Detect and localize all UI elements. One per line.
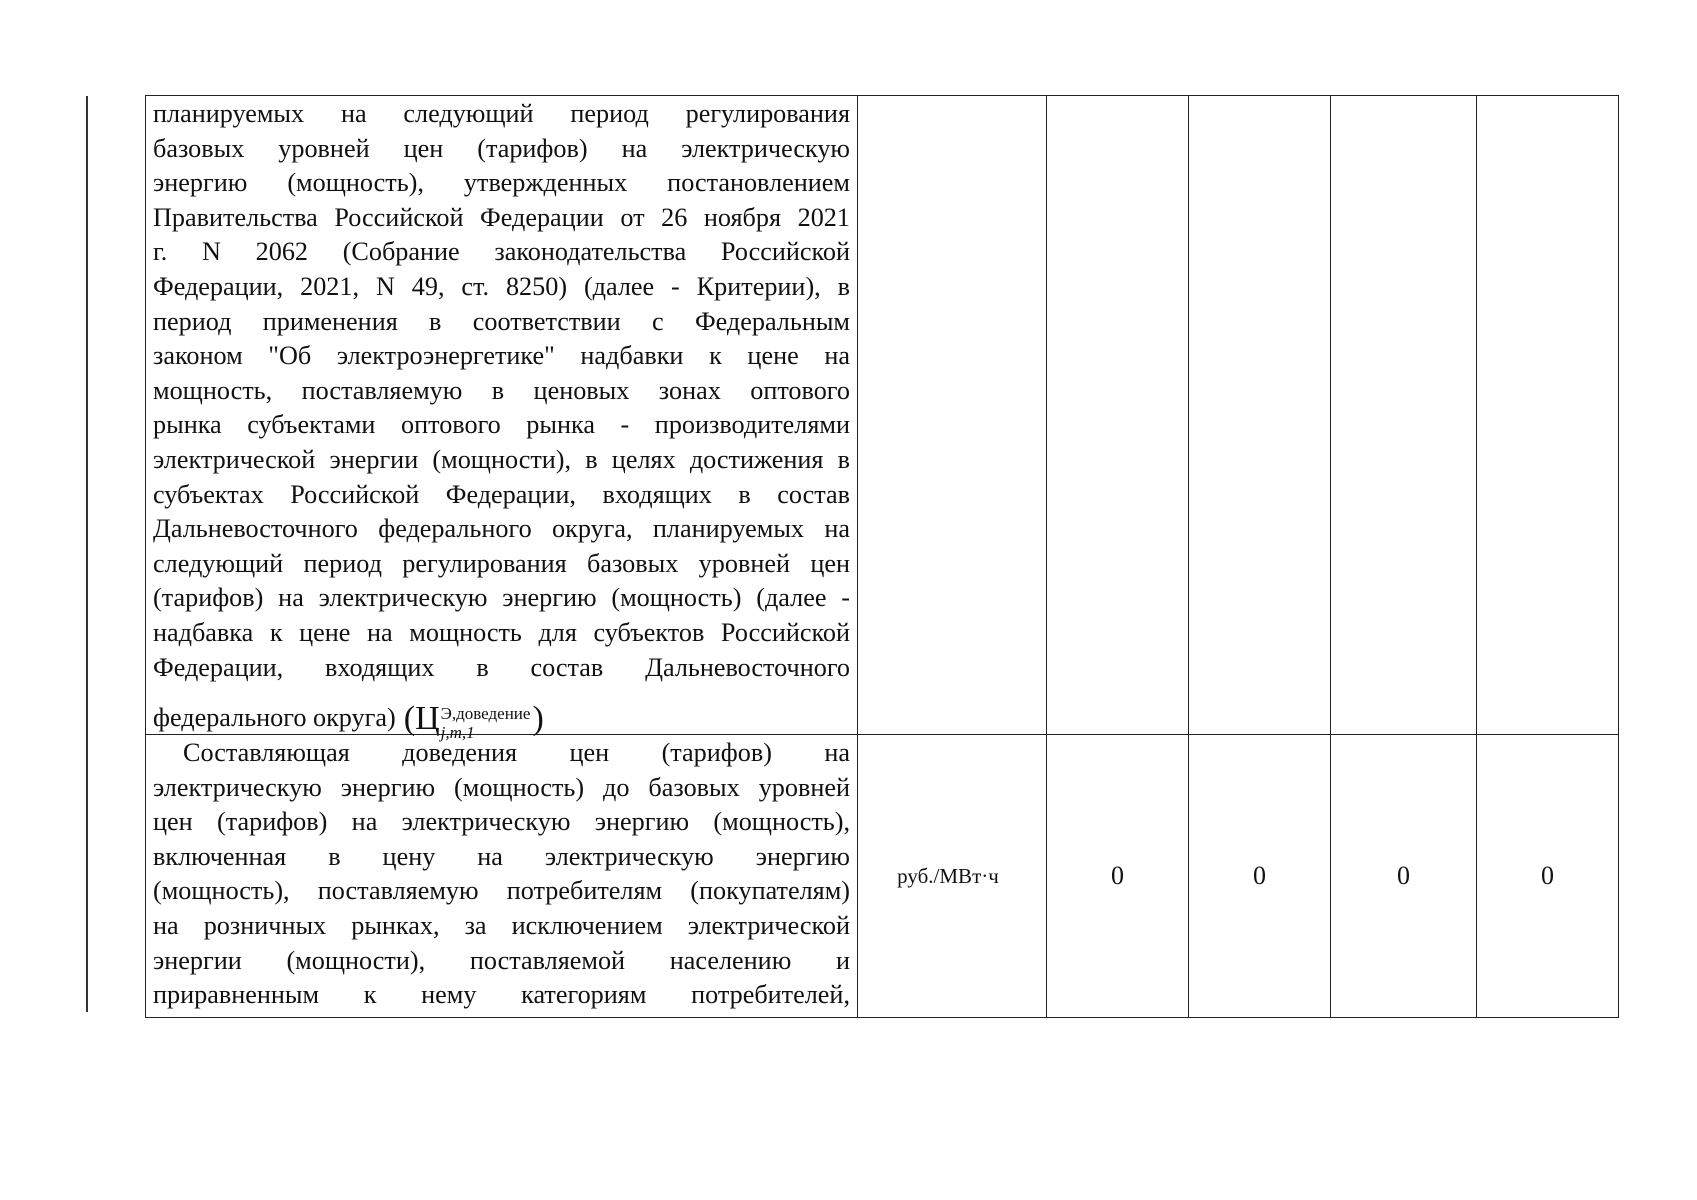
text-line: законом "Об электроэнергетике" надбавки к цене на xyxy=(153,341,850,371)
left-margin-rule xyxy=(86,96,88,1012)
text-line: (тарифов) на электрическую энергию (мощность) (далее - xyxy=(153,583,850,613)
value-cell-2 xyxy=(1189,96,1331,735)
formula-subscript: j,m,1 xyxy=(440,723,475,743)
text-line: Составляющая доведения цен (тарифов) на xyxy=(183,738,850,768)
formula-scripts xyxy=(441,704,531,742)
text-line: (мощность), поставляемую потребителям (покупателям) xyxy=(153,876,850,906)
text-line: планируемых на следующий период регулирования xyxy=(153,99,850,128)
text-line: мощность, поставляемую в ценовых зонах оптового xyxy=(153,375,850,405)
indicator-description-cell xyxy=(146,735,858,1018)
formula-open-paren: ( xyxy=(403,700,416,738)
unit-text: руб./МВт·ч xyxy=(897,863,999,888)
text-line: цен (тарифов) на электрическую энергию (мощность), xyxy=(153,807,850,837)
text-line: надбавка к цене на мощность для субъектов Российской xyxy=(153,617,850,647)
text-line: рынка субъектами оптового рынка - производителями xyxy=(153,410,850,440)
value-cell-4: 0 xyxy=(1477,735,1619,1018)
text-line: электрической энергии (мощности), в целях достижения в xyxy=(153,444,850,474)
value-cell-4 xyxy=(1477,96,1619,735)
text-line: энергию (мощность), утвержденных постановлением xyxy=(153,168,850,198)
text-line: базовых уровней цен (тарифов) на электрическую xyxy=(153,133,850,163)
value-cell-3 xyxy=(1331,96,1477,735)
unit-cell xyxy=(858,96,1047,735)
text-line: субъектах Российской Федерации, входящих в состав xyxy=(153,479,850,509)
value-cell-1: 0 xyxy=(1047,735,1189,1018)
formula-prefix: федерального округа) xyxy=(153,703,396,733)
table-row xyxy=(146,96,1619,735)
value-cell-1 xyxy=(1047,96,1189,735)
text-line: Правительства Российской Федерации от 26 ноября 2021 xyxy=(153,202,850,232)
formula-line xyxy=(146,684,857,743)
text-line: энергии (мощности), поставляемой населению и xyxy=(153,945,850,975)
text-line: период применения в соответствии с Федеральным xyxy=(153,306,850,336)
text-line: следующий период регулирования базовых уровней цен xyxy=(153,548,850,578)
text-line: Дальневосточного федерального округа, планируемых на xyxy=(153,514,850,544)
indicator-description-cell xyxy=(146,96,858,743)
text-line: приравненным к нему категориям потребителей, xyxy=(153,980,850,1010)
formula-symbol xyxy=(403,698,544,743)
formula-close-paren: ) xyxy=(532,700,544,738)
table-row xyxy=(146,735,1619,1018)
value-cell-3: 0 xyxy=(1331,735,1477,1018)
indicator-description-text xyxy=(146,735,857,1012)
text-line: Федерации, 2021, N 49, ст. 8250) (далее - Критерии), в xyxy=(153,271,850,301)
text-line: включенная в цену на электрическую энергию xyxy=(153,841,850,871)
text-line: на розничных рынках, за исключением электрической xyxy=(153,911,850,941)
text-line: г. N 2062 (Собрание законодательства Российской xyxy=(153,237,850,267)
value-cell-2: 0 xyxy=(1189,735,1331,1018)
text-line: Федерации, входящих в состав Дальневосточного xyxy=(153,652,850,682)
text-line: электрическую энергию (мощность) до базовых уровней xyxy=(153,772,850,802)
unit-cell xyxy=(858,735,1047,1018)
formula-superscript: Э,доведение xyxy=(440,704,531,724)
tariff-table xyxy=(145,95,1619,1018)
formula-main-symbol: Ц xyxy=(415,700,440,738)
indicator-description-text xyxy=(146,96,857,684)
